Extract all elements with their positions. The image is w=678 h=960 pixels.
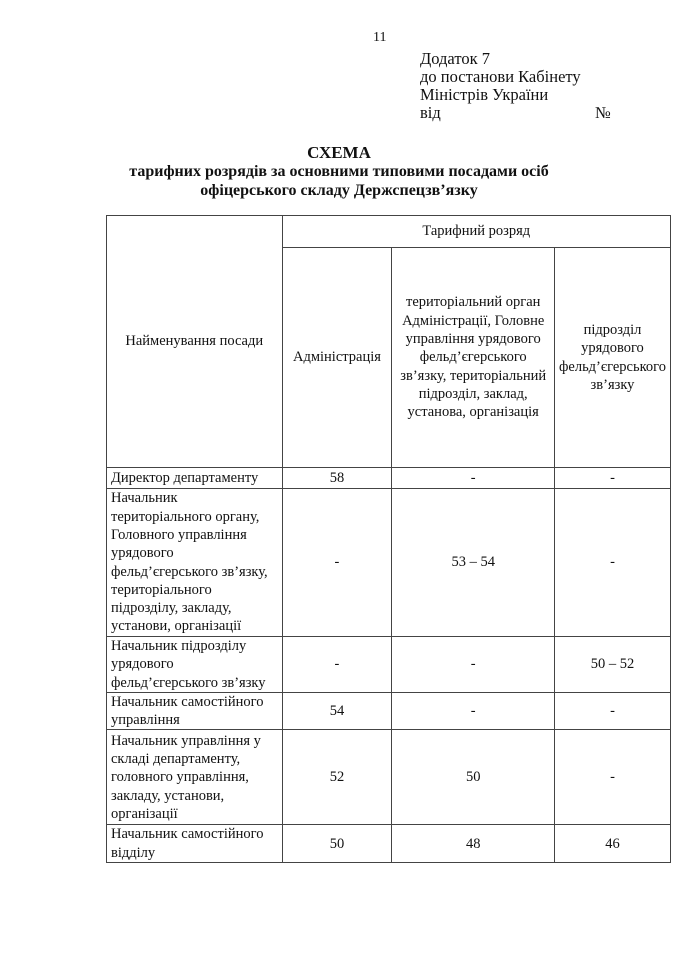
value-cell: 58 bbox=[282, 468, 392, 489]
value-cell: 50 bbox=[282, 825, 392, 863]
value-cell: 50 – 52 bbox=[555, 637, 671, 693]
table-row bbox=[107, 825, 671, 863]
subheader-administration: Адміністрація bbox=[282, 248, 392, 468]
tariff-table bbox=[106, 215, 671, 863]
position-cell: Директор департаменту bbox=[107, 468, 283, 489]
table-row bbox=[107, 730, 671, 825]
page-number: 11 bbox=[373, 30, 387, 45]
value-cell: - bbox=[555, 489, 671, 637]
position-cell: Начальник самостійного відділу bbox=[107, 825, 283, 863]
value-cell: 46 bbox=[555, 825, 671, 863]
position-cell: Начальник підрозділу урядового фельд’єгерського зв’язку bbox=[107, 637, 283, 693]
table-row bbox=[107, 637, 671, 693]
table-row bbox=[107, 489, 671, 637]
title-line: офіцерського складу Держспецзв’язку bbox=[200, 182, 478, 199]
value-cell: - bbox=[392, 468, 555, 489]
value-cell: - bbox=[282, 637, 392, 693]
value-cell: 52 bbox=[282, 730, 392, 825]
value-cell: 50 bbox=[392, 730, 555, 825]
table-row bbox=[107, 468, 671, 489]
title-heading: СХЕМА bbox=[307, 143, 371, 162]
annex-block bbox=[420, 50, 620, 122]
subheader-courier-unit: підрозділ урядового фельд’єгерського зв’язку bbox=[555, 248, 671, 468]
value-cell: - bbox=[392, 692, 555, 730]
annex-line: Міністрів України bbox=[420, 85, 549, 104]
subheader-territorial-body: територіальний орган Адміністрації, Головне управління урядового фельд’єгерського зв’язку, територіальний підрозділ, заклад, установа, організація bbox=[392, 248, 555, 468]
value-cell: 54 bbox=[282, 692, 392, 730]
annex-line: Додаток 7 bbox=[420, 49, 490, 68]
value-cell: 53 – 54 bbox=[392, 489, 555, 637]
value-cell: 48 bbox=[392, 825, 555, 863]
position-cell: Начальник самостійного управління bbox=[107, 692, 283, 730]
position-cell: Начальник управління у складі департаменту, головного управління, закладу, установи, організації bbox=[107, 730, 283, 825]
value-cell: - bbox=[282, 489, 392, 637]
value-cell: - bbox=[555, 468, 671, 489]
number-sign: № bbox=[595, 103, 611, 122]
annex-line: від bbox=[420, 103, 441, 122]
title-line: тарифних розрядів за основними типовими посадами осіб bbox=[129, 163, 549, 180]
value-cell: - bbox=[555, 730, 671, 825]
header-position: Найменування посади bbox=[107, 216, 283, 468]
value-cell: - bbox=[392, 637, 555, 693]
annex-line: до постанови Кабінету bbox=[420, 67, 581, 86]
table-row bbox=[107, 692, 671, 730]
document-title bbox=[0, 143, 678, 200]
header-tariff-grade: Тарифний розряд bbox=[282, 216, 670, 248]
position-cell: Начальник територіального органу, Головного управління урядового фельд’єгерського зв’язку, територіального підрозділу, закладу, установи, організації bbox=[107, 489, 283, 637]
value-cell: - bbox=[555, 692, 671, 730]
